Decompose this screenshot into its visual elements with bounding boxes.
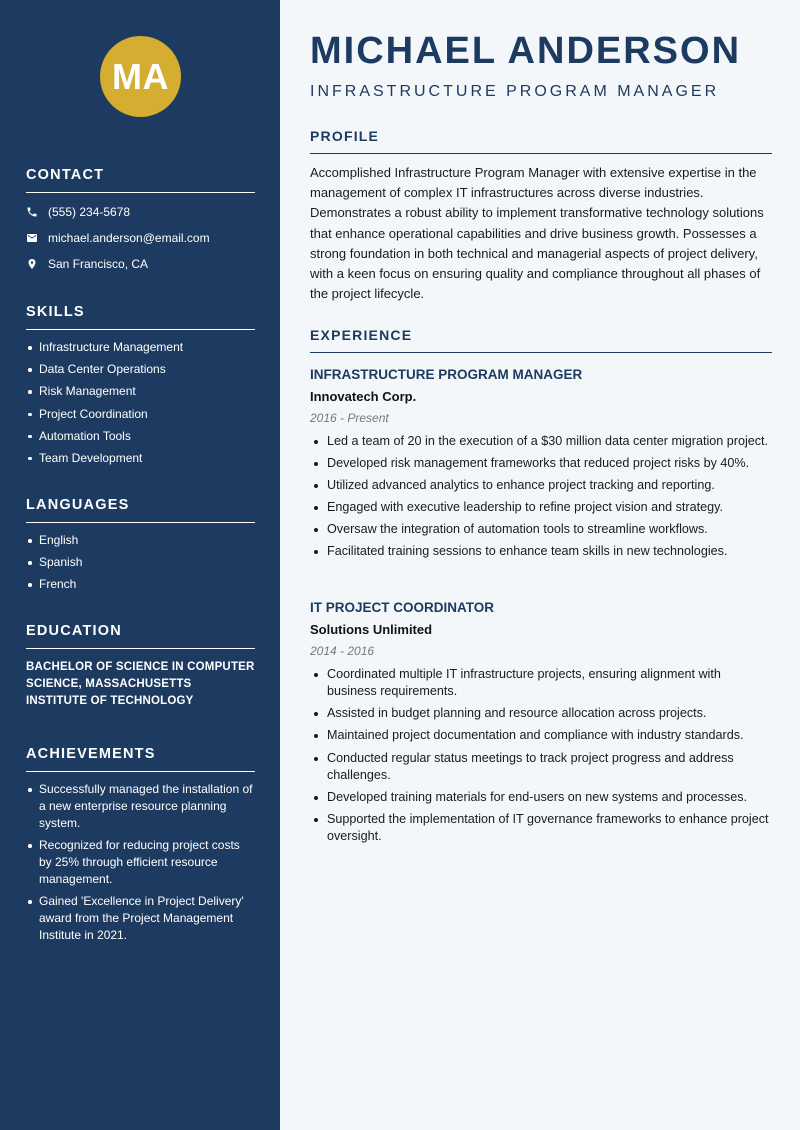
location-pin-icon [26,258,48,270]
job-bullet: Utilized advanced analytics to enhance project tracking and reporting. [310,477,772,494]
candidate-title: INFRASTRUCTURE PROGRAM MANAGER [310,83,720,100]
job-bullet: Facilitated training sessions to enhance team skills in new technologies. [310,543,772,560]
location-text: San Francisco, CA [48,257,149,271]
avatar [100,36,181,117]
experience-heading: EXPERIENCE [310,327,772,353]
profile-heading: PROFILE [310,128,772,154]
skills-heading: SKILLS [26,304,255,330]
language-item: French [26,576,255,598]
skill-item: Automation Tools [26,428,255,450]
contact-phone [26,199,255,225]
job-title: INFRASTRUCTURE PROGRAM MANAGER [310,367,583,382]
education-degree: BACHELOR OF SCIENCE IN COMPUTER SCIENCE, MASSACHUSETTS INSTITUTE OF TECHNOLOGY [26,661,255,707]
skill-item: Risk Management [26,383,255,405]
job-company: Innovatech Corp. [310,389,417,404]
email-icon [26,232,48,244]
job-title: IT PROJECT COORDINATOR [310,600,495,615]
job-dates: 2016 - Present [310,411,389,425]
education-section [26,623,255,710]
sidebar [0,0,280,1130]
skill-item: Project Coordination [26,406,255,428]
job-bullets [310,433,772,561]
contact-email [26,225,255,251]
skill-item: Data Center Operations [26,361,255,383]
phone-icon [26,206,48,218]
job-bullet: Coordinated multiple IT infrastructure projects, ensuring alignment with business requirements. [310,666,772,701]
job-bullet: Assisted in budget planning and resource allocation across projects. [310,705,772,722]
job-bullet: Engaged with executive leadership to refine project vision and strategy. [310,499,772,516]
job-bullet: Oversaw the integration of automation tools to streamline workflows. [310,521,772,538]
achievements-list [26,781,255,944]
skill-item: Infrastructure Management [26,339,255,361]
job-bullets [310,666,772,846]
job-bullet: Led a team of 20 in the execution of a $30 million data center migration project. [310,433,772,450]
languages-heading: LANGUAGES [26,497,255,523]
job-bullet: Supported the implementation of IT governance frameworks to enhance project oversight. [310,811,772,846]
phone-text: (555) 234-5678 [48,205,131,219]
skill-item: Team Development [26,450,255,472]
language-item: Spanish [26,554,255,576]
skills-section [26,304,255,472]
job-bullet: Developed training materials for end-users on new systems and processes. [310,789,772,806]
achievement-item: Recognized for reducing project costs by 25% through efficient resource management. [26,837,255,888]
job-bullet: Developed risk management frameworks that reduced project risks by 40%. [310,455,772,472]
language-item: English [26,532,255,554]
achievement-item: Successfully managed the installation of a new enterprise resource planning system. [26,781,255,832]
skills-list [26,339,255,472]
job-bullet: Conducted regular status meetings to track project progress and address challenges. [310,750,772,785]
languages-section [26,497,255,598]
avatar-initials: MA [112,55,169,97]
job-bullet: Maintained project documentation and compliance with industry standards. [310,727,772,744]
profile-text: Accomplished Infrastructure Program Manager with extensive expertise in the management of complex IT infrastructures across diverse industries. Demonstrates a robust ability to implement transformative technology solutions that enhance operational capabilities and drive business growth. Possesses a strong foundation in both technical and managerial aspects of project delivery, with a keen focus on ensuring quality and compliance throughout all phases of the project lifecycle. [310,165,764,302]
job-entry [310,599,772,850]
achievement-item: Gained 'Excellence in Project Delivery' award from the Project Management Institute in 2021. [26,893,255,944]
job-dates: 2014 - 2016 [310,644,375,658]
languages-list [26,532,255,598]
job-entry [310,366,772,566]
email-text: michael.anderson@email.com [48,231,210,245]
contact-section [26,167,255,277]
achievements-heading: ACHIEVEMENTS [26,746,255,772]
achievements-section [26,746,255,949]
education-heading: EDUCATION [26,623,255,649]
contact-location [26,251,255,277]
contact-heading: CONTACT [26,167,255,193]
candidate-name: MICHAEL ANDERSON [310,30,742,72]
job-company: Solutions Unlimited [310,622,433,637]
